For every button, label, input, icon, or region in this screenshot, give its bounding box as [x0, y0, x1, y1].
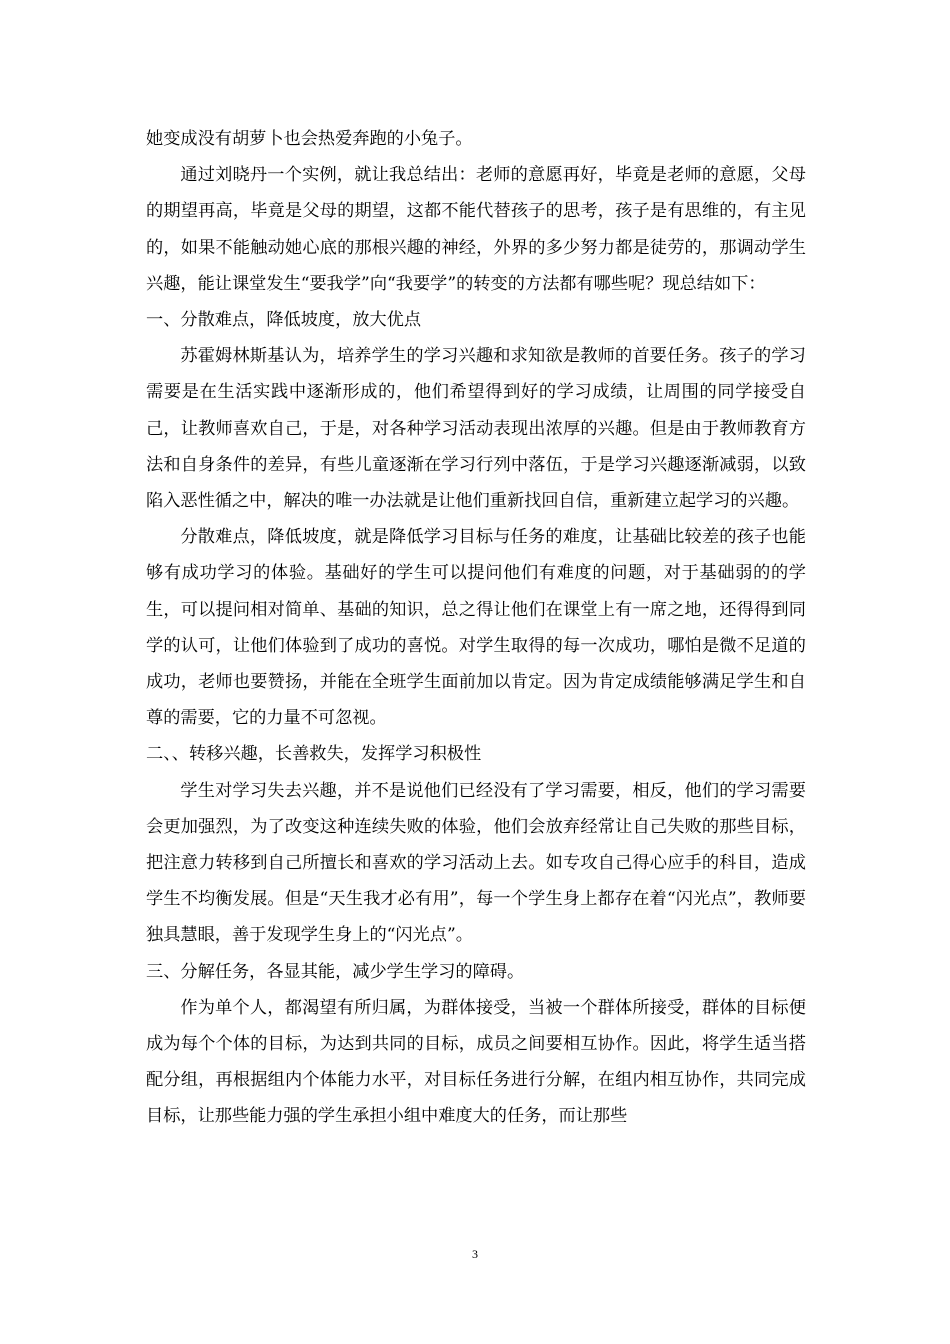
paragraph-group-tasks: 作为单个人，都渴望有所归属，为群体接受，当被一个群体所接受，群体的目标便成为每个个体的目标，为达到共同的目标，成员之间要相互协作。因此，将学生适当搭配分组，再根据组内个体能力水平，对目标任务进行分解，在组内相互协作，共同完成目标，让那些能力强的学生承担小组中难度大的任务，而让那些: [146, 997, 806, 1127]
document-body: [146, 121, 806, 1135]
section-heading-2: 二、、转移兴趣，长善救失，发挥学习积极性: [146, 744, 482, 765]
page-number: 3: [472, 1247, 478, 1261]
paragraph-reduce-difficulty: 分散难点，降低坡度，就是降低学习目标与任务的难度，让基础比较差的孩子也能够有成功学习的体验。基础好的学生可以提问他们有难度的问题，对于基础弱的的学生，可以提问相对简单、基础的知识，总之得让他们在课堂上有一席之地，还得得到同学的认可，让他们体验到了成功的喜悦。对学生取得的每一次成功，哪怕是微不足道的成功，老师也要赞扬，并能在全班学生面前加以肯定。因为肯定成绩能够满足学生和自尊的需要，它的力量不可忽视。: [146, 527, 806, 729]
paragraph-shift-interest: 学生对学习失去兴趣，并不是说他们已经没有了学习需要，相反，他们的学习需要会更加强烈，为了改变这种连续失败的体验，他们会放弃经常让自己失败的那些目标，把注意力转移到自己所擅长和喜欢的学习活动上去。如专攻自己得心应手的科目，造成学生不均衡发展。但是“天生我才必有用”，每一个学生身上都存在着“闪光点”，教师要独具慧眼，善于发现学生身上的“闪光点”。: [146, 780, 806, 946]
paragraph-summary: 通过刘晓丹一个实例，就让我总结出：老师的意愿再好，毕竟是老师的意愿，父母的期望再高，毕竟是父母的期望，这都不能代替孩子的思考，孩子是有思维的，有主见的，如果不能触动她心底的那根兴趣的神经，外界的多少努力都是徒劳的，那调动学生兴趣，能让课堂发生“要我学”向“我要学”的转变的方法都有哪些呢？现总结如下：: [146, 165, 806, 294]
paragraph-sukhomlinsky: 苏霍姆林斯基认为，培养学生的学习兴趣和求知欲是教师的首要任务。孩子的学习需要是在生活实践中逐渐形成的，他们希望得到好的学习成绩，让周围的同学接受自己，让教师喜欢自己，于是，对各种学习活动表现出浓厚的兴趣。但是由于教师教育方法和自身条件的差异，有些儿童逐渐在学习行列中落伍，于是学习兴趣逐渐减弱，以致陷入恶性循之中，解决的唯一办法就是让他们重新找回自信，重新建立起学习的兴趣。: [146, 346, 806, 512]
paragraph-continuation: 她变成没有胡萝卜也会热爱奔跑的小兔子。: [146, 129, 473, 149]
section-heading-1: 一、分散难点，降低坡度，放大优点: [146, 310, 422, 331]
section-heading-3: 三、分解任务，各显其能，减少学生学习的障碍。: [146, 961, 525, 982]
